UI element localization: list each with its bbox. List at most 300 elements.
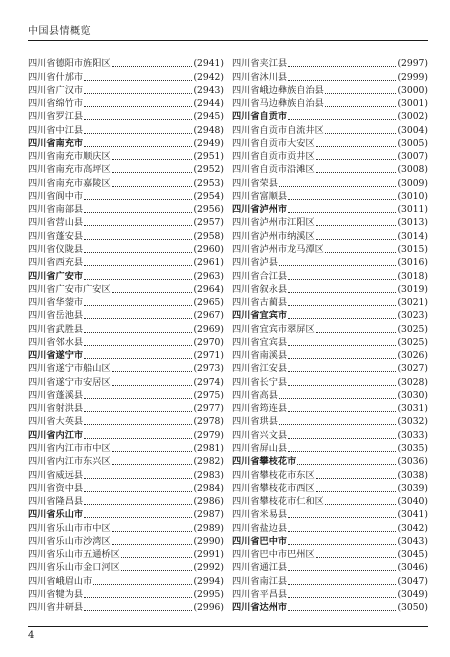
- index-entry: [232, 268, 428, 281]
- index-entry: [28, 321, 224, 334]
- entry-page: (2958): [193, 230, 224, 242]
- index-entry: [28, 175, 224, 188]
- entry-name: 四川省峨眉山市: [28, 575, 93, 587]
- dot-leader: [84, 80, 192, 81]
- dot-leader: [288, 119, 396, 120]
- dot-leader: [112, 385, 193, 386]
- dot-leader: [288, 66, 396, 67]
- dot-leader: [84, 119, 192, 120]
- entry-name: 四川省遂宁市船山区: [28, 363, 111, 375]
- dot-leader: [112, 544, 193, 545]
- index-entry: [232, 388, 428, 401]
- index-entry: [232, 481, 428, 494]
- right-column: [232, 56, 428, 613]
- entry-page: (2973): [193, 363, 224, 375]
- dot-leader: [288, 584, 396, 585]
- index-entry: [232, 587, 428, 600]
- dot-leader: [121, 570, 193, 571]
- dot-leader: [316, 332, 397, 333]
- entry-name: 四川省宜宾市: [232, 310, 288, 322]
- entry-page: (3049): [397, 588, 428, 600]
- entry-name: 四川省巴中市巴州区: [232, 549, 315, 561]
- entry-name: 四川省营山县: [28, 217, 84, 229]
- entry-page: (3004): [397, 124, 428, 136]
- dot-leader: [84, 438, 192, 439]
- entry-page: (2986): [193, 496, 224, 508]
- entry-name: 四川省宜宾市翠屏区: [232, 323, 315, 335]
- dot-leader: [316, 172, 397, 173]
- dot-leader: [288, 438, 396, 439]
- dot-leader: [84, 491, 192, 492]
- index-entry: [28, 335, 224, 348]
- dot-leader: [288, 305, 396, 306]
- entry-page: (2987): [193, 509, 224, 521]
- index-entry: [28, 96, 224, 109]
- entry-name: 四川省南充市高坪区: [28, 164, 111, 176]
- dot-leader: [288, 411, 396, 412]
- index-entry: [232, 175, 428, 188]
- entry-page: (3025): [397, 336, 428, 348]
- entry-name: 四川省富顺县: [232, 190, 288, 202]
- index-entry: [28, 414, 224, 427]
- entry-page: (2969): [193, 323, 224, 335]
- dot-leader: [288, 385, 396, 386]
- entry-page: (3009): [397, 177, 428, 189]
- entry-page: (3046): [397, 562, 428, 574]
- dot-leader: [325, 252, 397, 253]
- dot-leader: [112, 292, 193, 293]
- dot-leader: [84, 332, 192, 333]
- index-entry: [232, 494, 428, 507]
- entry-page: (2981): [193, 442, 224, 454]
- index-entry: [232, 149, 428, 162]
- dot-leader: [316, 225, 397, 226]
- index-entry: [232, 83, 428, 96]
- entry-name: 四川省自贡市贡井区: [232, 151, 315, 163]
- dot-leader: [121, 557, 193, 558]
- entry-name: 四川省叙永县: [232, 283, 288, 295]
- entry-name: 四川省泸州市: [232, 204, 288, 216]
- entry-page: (3021): [397, 297, 428, 309]
- dot-leader: [84, 252, 192, 253]
- dot-leader: [112, 464, 193, 465]
- entry-page: (3007): [397, 151, 428, 163]
- dot-leader: [325, 133, 397, 134]
- dot-leader: [112, 159, 193, 160]
- entry-name: 四川省遂宁市: [28, 350, 84, 362]
- index-entry: [28, 255, 224, 268]
- dot-leader: [93, 584, 192, 585]
- index-entry: [232, 189, 428, 202]
- index-entry: [232, 547, 428, 560]
- dot-leader: [288, 371, 396, 372]
- index-entry: [28, 547, 224, 560]
- dot-leader: [84, 239, 192, 240]
- entry-page: (3030): [397, 389, 428, 401]
- entry-page: (3043): [397, 535, 428, 547]
- dot-leader: [316, 478, 397, 479]
- entry-page: (2982): [193, 456, 224, 468]
- index-entry: [28, 401, 224, 414]
- entry-name: 四川省射洪县: [28, 403, 84, 415]
- entry-page: (2996): [193, 602, 224, 614]
- entry-name: 四川省广安市: [28, 270, 84, 282]
- entry-name: 四川省绵竹市: [28, 98, 84, 110]
- entry-name: 四川省长宁县: [232, 376, 288, 388]
- entry-page: (2984): [193, 482, 224, 494]
- dot-leader: [84, 610, 192, 611]
- entry-name: 四川省德阳市旌阳区: [28, 58, 111, 70]
- entry-page: (3014): [397, 230, 428, 242]
- entry-page: (2954): [193, 190, 224, 202]
- entry-page: (2964): [193, 283, 224, 295]
- entry-page: (3013): [397, 217, 428, 229]
- entry-page: (2953): [193, 177, 224, 189]
- entry-name: 四川省阆中市: [28, 190, 84, 202]
- entry-name: 四川省荣县: [232, 177, 278, 189]
- dot-leader: [112, 451, 193, 452]
- index-entry: [232, 507, 428, 520]
- entry-name: 四川省大英县: [28, 416, 84, 428]
- index-entry-city: [232, 454, 428, 467]
- index-entry: [232, 282, 428, 295]
- entry-name: 四川省达州市: [232, 602, 288, 614]
- dot-leader: [84, 212, 192, 213]
- dot-leader: [288, 570, 396, 571]
- dot-leader: [325, 504, 397, 505]
- entry-name: 四川省夹江县: [232, 58, 288, 70]
- entry-page: (3040): [397, 496, 428, 508]
- entry-page: (2949): [193, 137, 224, 149]
- entry-page: (2979): [193, 429, 224, 441]
- page-number: 4: [28, 630, 35, 641]
- index-entry: [28, 122, 224, 135]
- entry-name: 四川省威远县: [28, 469, 84, 481]
- entry-name: 四川省遂宁市安居区: [28, 376, 111, 388]
- entry-name: 四川省峨边彝族自治县: [232, 84, 324, 96]
- index-entry-city: [28, 348, 224, 361]
- entry-page: (2999): [397, 71, 428, 83]
- index-entry: [232, 321, 428, 334]
- entry-page: (2983): [193, 469, 224, 481]
- entry-name: 四川省武胜县: [28, 323, 84, 335]
- dot-leader: [84, 199, 192, 200]
- index-entry: [28, 242, 224, 255]
- entry-page: (2965): [193, 297, 224, 309]
- dot-leader: [84, 305, 192, 306]
- entry-name: 四川省高县: [232, 389, 278, 401]
- entry-name: 四川省内江市市中区: [28, 442, 111, 454]
- entry-name: 四川省犍为县: [28, 588, 84, 600]
- index-entry: [28, 215, 224, 228]
- dot-leader: [288, 544, 396, 545]
- dot-leader: [316, 239, 397, 240]
- entry-page: (3038): [397, 469, 428, 481]
- index-entry: [28, 520, 224, 533]
- entry-page: (2956): [193, 204, 224, 216]
- dot-leader: [288, 212, 396, 213]
- entry-name: 四川省通江县: [232, 562, 288, 574]
- dot-leader: [279, 186, 397, 187]
- entry-page: (2944): [193, 98, 224, 110]
- entry-page: (3027): [397, 363, 428, 375]
- entry-page: (3002): [397, 111, 428, 123]
- index-entry: [232, 69, 428, 82]
- dot-leader: [84, 133, 192, 134]
- entry-page: (3033): [397, 429, 428, 441]
- entry-page: (3031): [397, 403, 428, 415]
- index-entry-city: [232, 600, 428, 613]
- entry-page: (3047): [397, 575, 428, 587]
- index-entry-city: [232, 202, 428, 215]
- entry-page: (2970): [193, 336, 224, 348]
- entry-name: 四川省南充市顺庆区: [28, 151, 111, 163]
- dot-leader: [288, 531, 396, 532]
- dot-leader: [288, 80, 396, 81]
- index-entry: [28, 228, 224, 241]
- dot-leader: [316, 491, 397, 492]
- entry-name: 四川省井研县: [28, 602, 84, 614]
- dot-leader: [84, 478, 192, 479]
- entry-page: (3032): [397, 416, 428, 428]
- entry-name: 四川省南溪县: [232, 350, 288, 362]
- entry-name: 四川省中江县: [28, 124, 84, 136]
- entry-page: (2994): [193, 575, 224, 587]
- entry-page: (3026): [397, 350, 428, 362]
- index-entry-city: [232, 308, 428, 321]
- dot-leader: [288, 345, 396, 346]
- index-entry-city: [28, 507, 224, 520]
- index-entry: [28, 109, 224, 122]
- index-entry: [232, 441, 428, 454]
- index-entry: [28, 560, 224, 573]
- entry-name: 四川省屏山县: [232, 442, 288, 454]
- index-entry: [232, 414, 428, 427]
- dot-leader: [112, 172, 193, 173]
- index-entry-city: [28, 427, 224, 440]
- index-entry: [232, 96, 428, 109]
- entry-name: 四川省珙县: [232, 416, 278, 428]
- index-entry: [232, 374, 428, 387]
- entry-name: 四川省广安市广安区: [28, 283, 111, 295]
- entry-page: (3045): [397, 549, 428, 561]
- index-entry: [28, 189, 224, 202]
- entry-page: (3008): [397, 164, 428, 176]
- index-entry: [232, 573, 428, 586]
- index-entry: [28, 202, 224, 215]
- entry-name: 四川省攀枝花市东区: [232, 469, 315, 481]
- index-entry: [232, 560, 428, 573]
- entry-name: 四川省泸州市江阳区: [232, 217, 315, 229]
- entry-page: (2989): [193, 522, 224, 534]
- index-entry-city: [28, 136, 224, 149]
- entry-name: 四川省隆昌县: [28, 496, 84, 508]
- dot-leader: [84, 279, 192, 280]
- dot-leader: [279, 265, 397, 266]
- entry-page: (3018): [397, 270, 428, 282]
- index-entry: [28, 83, 224, 96]
- entry-name: 四川省乐山市五通桥区: [28, 549, 120, 561]
- entry-name: 四川省马边彝族自治县: [232, 98, 324, 110]
- dot-leader: [288, 597, 396, 598]
- entry-name: 四川省邻水县: [28, 336, 84, 348]
- entry-name: 四川省筠连县: [232, 403, 288, 415]
- index-entry: [28, 69, 224, 82]
- dot-leader: [288, 292, 396, 293]
- index-entry: [28, 441, 224, 454]
- entry-page: (3000): [397, 84, 428, 96]
- entry-page: (2942): [193, 71, 224, 83]
- index-entry: [232, 215, 428, 228]
- entry-page: (2963): [193, 270, 224, 282]
- index-entry: [28, 149, 224, 162]
- entry-page: (3025): [397, 323, 428, 335]
- entry-name: 四川省内江市东兴区: [28, 456, 111, 468]
- entry-page: (2990): [193, 535, 224, 547]
- dot-leader: [288, 517, 396, 518]
- entry-page: (3015): [397, 243, 428, 255]
- entry-name: 四川省攀枝花市仁和区: [232, 496, 324, 508]
- dot-leader: [112, 371, 193, 372]
- entry-page: (3011): [397, 204, 428, 216]
- entry-name: 四川省泸县: [232, 257, 278, 269]
- entry-page: (2974): [193, 376, 224, 388]
- entry-name: 四川省攀枝花市: [232, 456, 297, 468]
- entry-page: (2961): [193, 257, 224, 269]
- dot-leader: [84, 225, 192, 226]
- entry-page: (2992): [193, 562, 224, 574]
- dot-leader: [288, 318, 396, 319]
- entry-page: (2957): [193, 217, 224, 229]
- entry-page: (3019): [397, 283, 428, 295]
- entry-name: 四川省蓬安县: [28, 230, 84, 242]
- entry-page: (2971): [193, 350, 224, 362]
- dot-leader: [297, 464, 396, 465]
- entry-name: 四川省乐山市市中区: [28, 522, 111, 534]
- entry-page: (3042): [397, 522, 428, 534]
- dot-leader: [112, 66, 193, 67]
- entry-page: (2952): [193, 164, 224, 176]
- entry-page: (3035): [397, 442, 428, 454]
- index-entry: [232, 136, 428, 149]
- entry-name: 四川省罗江县: [28, 111, 84, 123]
- dot-leader: [84, 93, 192, 94]
- dot-leader: [316, 146, 397, 147]
- entry-page: (3016): [397, 257, 428, 269]
- entry-page: (2977): [193, 403, 224, 415]
- entry-page: (3005): [397, 137, 428, 149]
- dot-leader: [279, 424, 397, 425]
- entry-name: 四川省资中县: [28, 482, 84, 494]
- entry-page: (3036): [397, 456, 428, 468]
- dot-leader: [112, 531, 193, 532]
- entry-name: 四川省古蔺县: [232, 297, 288, 309]
- entry-name: 四川省内江市: [28, 429, 84, 441]
- dot-leader: [84, 358, 192, 359]
- entry-name: 四川省平昌县: [232, 588, 288, 600]
- entry-name: 四川省乐山市沙湾区: [28, 535, 111, 547]
- index-entry: [232, 467, 428, 480]
- entry-name: 四川省攀枝花市西区: [232, 482, 315, 494]
- dot-leader: [84, 517, 192, 518]
- index-entry: [28, 494, 224, 507]
- index-entry: [28, 467, 224, 480]
- entry-page: (2991): [193, 549, 224, 561]
- entry-name: 四川省自贡市沿滩区: [232, 164, 315, 176]
- page-footer: [28, 626, 428, 643]
- dot-leader: [84, 424, 192, 425]
- index-entry: [232, 295, 428, 308]
- entry-name: 四川省乐山市: [28, 509, 84, 521]
- entry-name: 四川省巴中市: [232, 535, 288, 547]
- dot-leader: [288, 358, 396, 359]
- entry-page: (3041): [397, 509, 428, 521]
- index-entry: [232, 255, 428, 268]
- index-entry: [28, 295, 224, 308]
- entry-page: (2945): [193, 111, 224, 123]
- dot-leader: [325, 93, 397, 94]
- entry-page: (2948): [193, 124, 224, 136]
- entry-name: 四川省泸州市纳溪区: [232, 230, 315, 242]
- entry-name: 四川省宜宾县: [232, 336, 288, 348]
- index-entry: [28, 587, 224, 600]
- entry-page: (3028): [397, 376, 428, 388]
- entry-name: 四川省盐边县: [232, 522, 288, 534]
- index-entry: [232, 427, 428, 440]
- entry-page: (3050): [397, 602, 428, 614]
- entry-name: 四川省南充市嘉陵区: [28, 177, 111, 189]
- entry-name: 四川省南部县: [28, 204, 84, 216]
- index-entry: [28, 481, 224, 494]
- index-entry: [28, 162, 224, 175]
- dot-leader: [84, 318, 192, 319]
- entry-name: 四川省自贡市大安区: [232, 137, 315, 149]
- dot-leader: [84, 398, 192, 399]
- entry-page: (2960): [193, 243, 224, 255]
- entry-page: (3010): [397, 190, 428, 202]
- entry-name: 四川省岳池县: [28, 310, 84, 322]
- index-entry: [28, 56, 224, 69]
- index-entry: [232, 361, 428, 374]
- entry-page: (3023): [397, 310, 428, 322]
- dot-leader: [316, 159, 397, 160]
- index-entry-city: [232, 109, 428, 122]
- running-title: 中国县情概览: [28, 26, 91, 37]
- entry-page: (2997): [397, 58, 428, 70]
- entry-page: (2943): [193, 84, 224, 96]
- dot-leader: [288, 451, 396, 452]
- index-entry: [232, 242, 428, 255]
- dot-leader: [279, 398, 397, 399]
- entry-name: 四川省广汉市: [28, 84, 84, 96]
- index-entry: [28, 573, 224, 586]
- entry-name: 四川省合江县: [232, 270, 288, 282]
- index-entry: [28, 454, 224, 467]
- index-columns: [28, 56, 428, 613]
- entry-page: (3001): [397, 98, 428, 110]
- entry-name: 四川省泸州市龙马潭区: [232, 243, 324, 255]
- entry-page: (2975): [193, 389, 224, 401]
- dot-leader: [84, 345, 192, 346]
- entry-page: (2967): [193, 310, 224, 322]
- entry-name: 四川省自贡市: [232, 111, 288, 123]
- entry-name: 四川省南江县: [232, 575, 288, 587]
- entry-name: 四川省华蓥市: [28, 297, 84, 309]
- index-entry: [232, 348, 428, 361]
- dot-leader: [325, 106, 397, 107]
- dot-leader: [112, 186, 193, 187]
- index-entry: [232, 56, 428, 69]
